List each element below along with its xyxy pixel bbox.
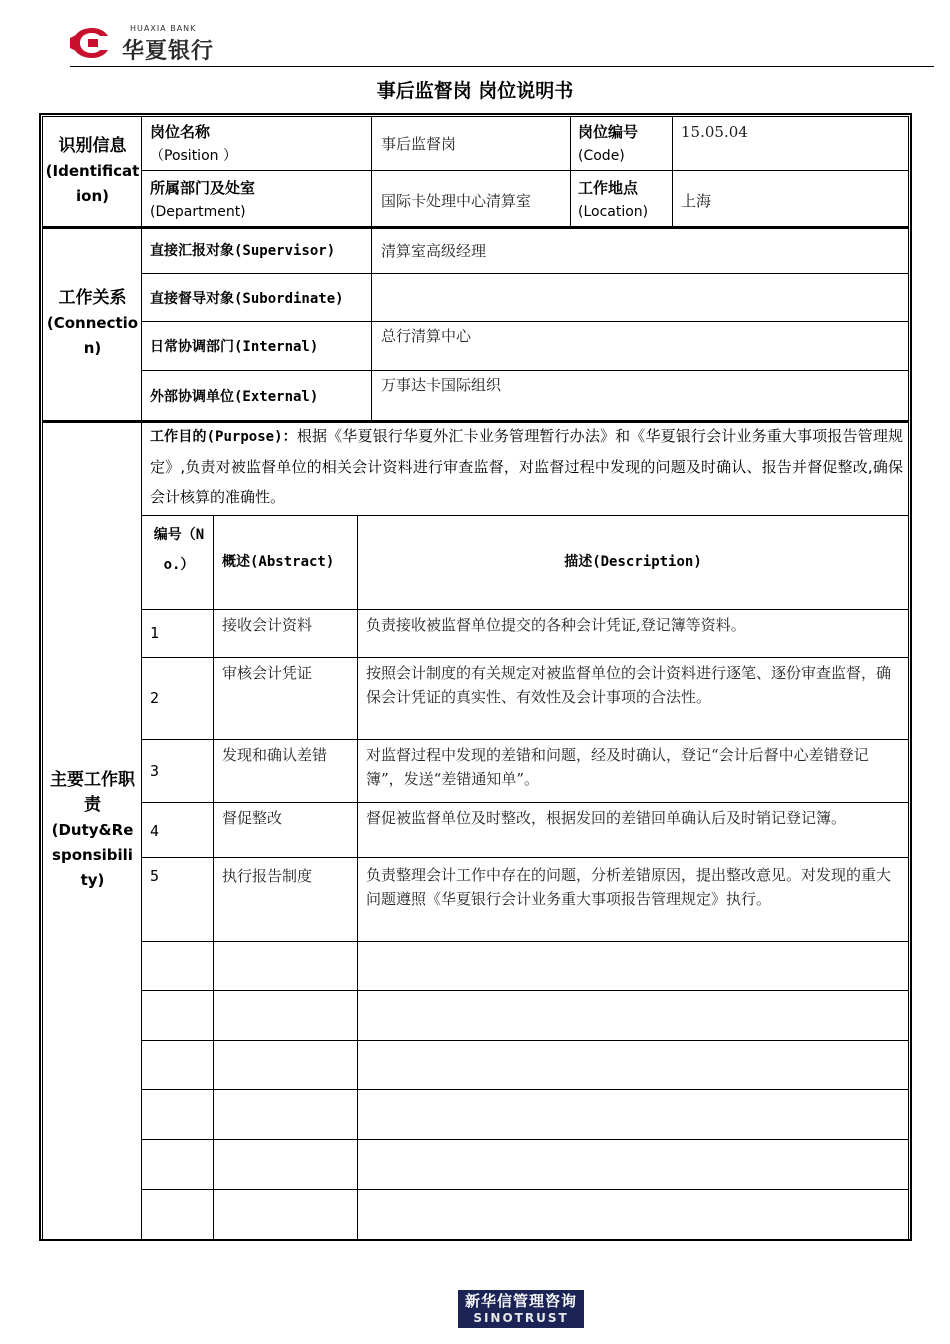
duty-abstract: 审核会计凭证 [222,664,313,682]
duty-abstract: 接收会计资料 [222,616,313,634]
duty-description: 按照会计制度的有关规定对被监督单位的会计资料进行逐笔、逐份审查监督，确保会计凭证的真实性、有效性及会计事项的合法性。 [366,664,892,706]
relation-label-internal: 日常协调部门(Internal) [150,339,319,355]
row-divider [141,273,909,274]
relation-value-supervisor: 清算室高级经理 [381,242,487,260]
row-divider [141,941,909,942]
col-divider [213,515,214,1241]
identification-label: 识别信息 (Identification) [45,136,140,205]
column-header-abstract: 概述(Abstract) [222,554,335,570]
duty-description: 对监督过程中发现的差错和问题，经及时确认，登记“会计后督中心差错登记簿”，发送“差错通知单”。 [366,746,869,788]
document-title: 事后监督岗 岗位说明书 [376,80,574,102]
logo-english: HUAXIA BANK [130,24,197,33]
column-header-no: 编号（No.） [153,527,205,573]
huaxia-bank-logo [70,20,240,64]
row-divider [141,739,909,740]
department-value: 国际卡处理中心清算室 [381,192,532,210]
row-divider [141,802,909,803]
row-divider [141,657,909,658]
logo-chinese: 华夏银行 [122,39,215,64]
position-name-value: 事后监督岗 [381,135,457,153]
duty-description: 负责接收被监督单位提交的各种会计凭证,登记簿等资料。 [366,616,746,634]
duty-description: 督促被监督单位及时整改，根据发回的差错回单确认后及时销记登记簿。 [366,809,847,827]
row-divider [141,370,909,371]
relation-value-external: 万事达卡国际组织 [381,376,502,394]
row-divider [141,857,909,858]
relation-label-subordinate: 直接督导对象(Subordinate) [150,291,344,307]
page-header [70,18,934,67]
col-divider [570,116,571,226]
section-divider [42,226,909,229]
bank-emblem-icon [70,24,114,62]
location-label: 工作地点 (Location) [578,179,649,220]
duty-no: 1 [150,624,160,642]
position-code-value: 15.05.04 [681,123,748,141]
purpose-text [150,421,903,512]
duty-no: 5 [150,867,160,885]
row-divider [141,1189,909,1190]
purpose-label: 工作目的(Purpose)： [150,429,297,445]
row-divider [141,1089,909,1090]
duty-no: 3 [150,762,160,780]
col-divider [371,116,372,226]
department-label: 所属部门及处室 (Department) [150,179,256,220]
duty-no: 4 [150,822,160,840]
duty-no: 2 [150,689,160,707]
purpose-body: 根据《华夏银行华夏外汇卡业务管理暂行办法》和《华夏银行会计业务重大事项报告管理规定》,负责对被监督单位的相关会计资料进行审查监督，对监督过程中发现的问题及时确认、报告并督促整改,确保会计核算的准确性。 [150,427,903,506]
row-divider [141,321,909,322]
row-divider [141,990,909,991]
relations-label: 工作关系 (Connection) [46,288,139,357]
column-header-description: 描述(Description) [564,554,702,570]
relation-label-external: 外部协调单位(External) [150,389,319,405]
duty-abstract: 发现和确认差错 [222,746,328,764]
position-code-label: 岗位编号 (Code) [578,123,639,164]
row-divider [141,170,909,171]
duty-abstract: 督促整改 [222,809,283,827]
label-column-divider [141,116,142,1241]
relation-label-supervisor: 直接汇报对象(Supervisor) [150,243,336,259]
row-divider [141,609,909,610]
relation-value-internal: 总行清算中心 [381,327,472,345]
col-divider [371,229,372,420]
position-name-label: 岗位名称 （Position ） [150,123,237,164]
row-divider [141,1040,909,1041]
location-value: 上海 [681,192,712,210]
duties-label: 主要工作职责 (Duty&Responsibility) [50,770,135,889]
sinotrust-logo: 新华信管理咨询 SINOTRUST [458,1290,584,1328]
row-divider [141,515,909,516]
row-divider [141,1139,909,1140]
col-divider [672,116,673,226]
col-divider [357,515,358,1241]
duty-description: 负责整理会计工作中存在的问题，分析差错原因，提出整改意见。对发现的重大问题遵照《华夏银行会计业务重大事项报告管理规定》执行。 [366,866,892,908]
duty-abstract: 执行报告制度 [222,867,313,885]
